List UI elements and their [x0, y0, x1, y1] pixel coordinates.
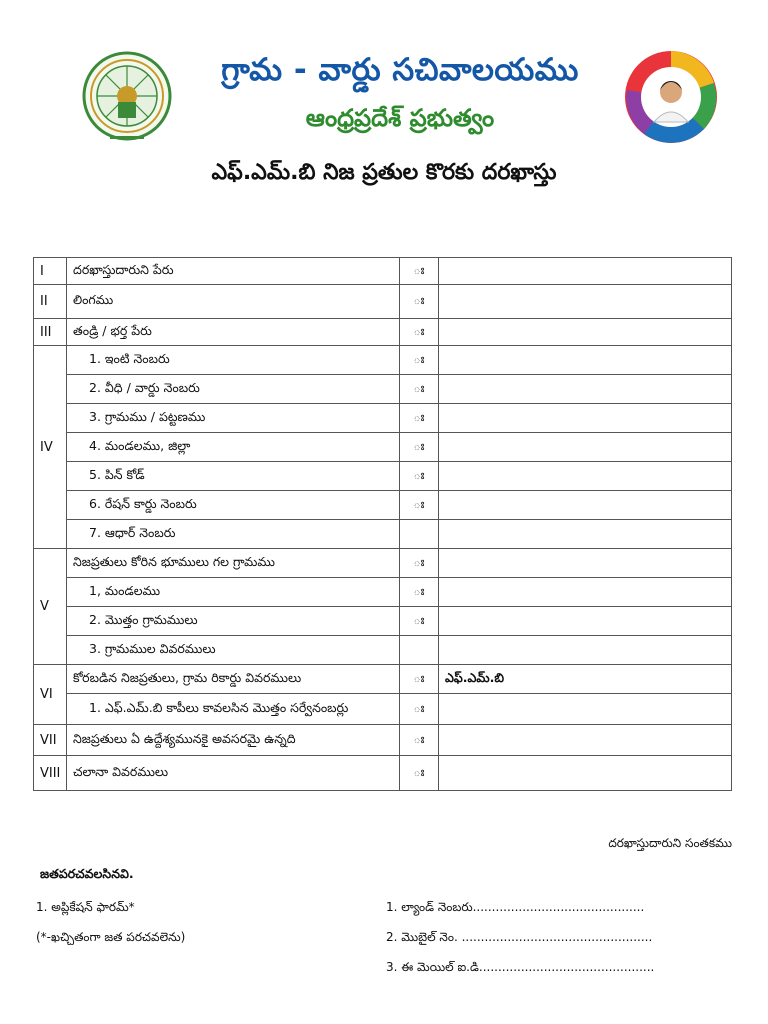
table-row-street-ward — [34, 375, 732, 404]
row-label: లింగము — [67, 285, 400, 319]
row-colon: ః — [400, 607, 439, 636]
table-row-village-town — [34, 404, 732, 433]
contact-details-list — [386, 900, 654, 990]
list-item: 1. అప్లికేషన్ ఫారమ్* — [36, 900, 135, 914]
applicant-name-field[interactable] — [439, 258, 732, 285]
row-label: నిజప్రతులు కోరిన భూములు గల గ్రామము — [67, 549, 400, 578]
row-label: 7. ఆధార్ నెంబరు — [67, 520, 400, 549]
applicant-signature-label: దరఖాస్తుదారుని సంతకము — [608, 836, 732, 850]
table-row-requested-copies — [34, 665, 732, 694]
purpose-field[interactable] — [439, 725, 732, 756]
father-husband-name-field[interactable] — [439, 319, 732, 346]
row-number: VI — [34, 665, 67, 725]
table-row-father-husband — [34, 319, 732, 346]
row-colon: ః — [400, 725, 439, 756]
application-form-table — [33, 257, 732, 791]
mandal-district-field[interactable] — [439, 433, 732, 462]
table-row-house-number — [34, 346, 732, 375]
row-label: చలానా వివరములు — [67, 756, 400, 791]
row-colon: ః — [400, 375, 439, 404]
row-colon: ః — [400, 433, 439, 462]
row-colon — [400, 636, 439, 665]
table-row-aadhaar — [34, 520, 732, 549]
house-number-field[interactable] — [439, 346, 732, 375]
row-colon: ః — [400, 694, 439, 725]
row-number: I — [34, 258, 67, 285]
row-colon: ః — [400, 258, 439, 285]
total-villages-field[interactable] — [439, 607, 732, 636]
row-colon: ః — [400, 549, 439, 578]
row-label: 1, మండలము — [67, 578, 400, 607]
table-row-total-villages — [34, 607, 732, 636]
row-colon: ః — [400, 285, 439, 319]
row-colon: ః — [400, 346, 439, 375]
list-item: (*-ఖచ్చితంగా జత పరచవలెను) — [36, 930, 186, 944]
row-number: VII — [34, 725, 67, 756]
row-colon: ః — [400, 462, 439, 491]
row-label: దరఖాస్తుదారుని పేరు — [67, 258, 400, 285]
row-label: 1. ఇంటి నెంబరు — [67, 346, 400, 375]
row-label: 1. ఎఫ్.ఎమ్.బి కాపీలు కావలసిన మొత్తం సర్వేనంబర్లు — [67, 694, 400, 725]
row-colon — [400, 520, 439, 549]
street-ward-field[interactable] — [439, 375, 732, 404]
table-row-survey-numbers — [34, 694, 732, 725]
row-label: 3. గ్రామముల వివరములు — [67, 636, 400, 665]
row-label: 2. వీధి / వార్డు నెంబరు — [67, 375, 400, 404]
requested-copies-value: ఎఫ్.ఎమ్.బి — [439, 665, 732, 694]
row-label: 3. గ్రామము / పట్టణము — [67, 404, 400, 433]
row-label: నిజప్రతులు ఏ ఉద్దేశ్యమునకై అవసరమై ఉన్నది — [67, 725, 400, 756]
table-row-pin-code — [34, 462, 732, 491]
row-colon: ః — [400, 665, 439, 694]
mobile-number-line[interactable]: 2. మొబైల్ నెం. .................................................. — [386, 930, 653, 944]
scheme-portrait-badge-icon — [624, 50, 718, 144]
email-id-line[interactable]: 3. ఈ మెయిల్ ఐ.డి.............................................. — [386, 960, 655, 974]
row-colon: ః — [400, 319, 439, 346]
table-row-gender — [34, 285, 732, 319]
table-row-ration-card — [34, 491, 732, 520]
row-number: V — [34, 549, 67, 665]
village-details-field[interactable] — [439, 636, 732, 665]
aadhaar-field[interactable] — [439, 520, 732, 549]
survey-numbers-field[interactable] — [439, 694, 732, 725]
row-number: IV — [34, 346, 67, 549]
challan-details-field[interactable] — [439, 756, 732, 791]
row-label: 2. మొత్తం గ్రామములు — [67, 607, 400, 636]
row-number: II — [34, 285, 67, 319]
state-emblem-icon — [80, 50, 174, 150]
table-row-land-village — [34, 549, 732, 578]
row-label: కోరబడిన నిజప్రతులు, గ్రామ రికార్డు వివరములు — [67, 665, 400, 694]
table-row-applicant-name — [34, 258, 732, 285]
row-label: 6. రేషన్ కార్డు నెంబరు — [67, 491, 400, 520]
row-label: తండ్రి / భర్త పేరు — [67, 319, 400, 346]
gender-field[interactable] — [439, 285, 732, 319]
org-subtitle: ఆంధ్రప్రదేశ్ ప్రభుత్వం — [305, 104, 495, 132]
row-colon: ః — [400, 404, 439, 433]
row-label: 4. మండలము, జిల్లా — [67, 433, 400, 462]
org-title: గ్రామ - వార్డు సచివాలయము — [221, 52, 579, 88]
ration-card-field[interactable] — [439, 491, 732, 520]
pin-code-field[interactable] — [439, 462, 732, 491]
table-row-village-details — [34, 636, 732, 665]
table-row-mandal — [34, 578, 732, 607]
land-number-line[interactable]: 1. ల్యాండ్ నెంబరు............................................. — [386, 900, 645, 914]
table-row-purpose — [34, 725, 732, 756]
land-village-field[interactable] — [439, 549, 732, 578]
village-town-field[interactable] — [439, 404, 732, 433]
attachments-heading: జతపరచవలసినవి. — [40, 866, 134, 881]
attachments-list — [36, 900, 185, 960]
table-row-mandal-district — [34, 433, 732, 462]
row-number: III — [34, 319, 67, 346]
row-colon: ః — [400, 578, 439, 607]
form-title: ఎఫ్.ఎమ్.బి నిజ ప్రతుల కొరకు దరఖాస్తు — [211, 160, 557, 185]
mandal-field[interactable] — [439, 578, 732, 607]
row-number: VIII — [34, 756, 67, 791]
table-row-challan — [34, 756, 732, 791]
row-colon: ః — [400, 756, 439, 791]
row-colon: ః — [400, 491, 439, 520]
row-label: 5. పిన్ కోడ్ — [67, 462, 400, 491]
